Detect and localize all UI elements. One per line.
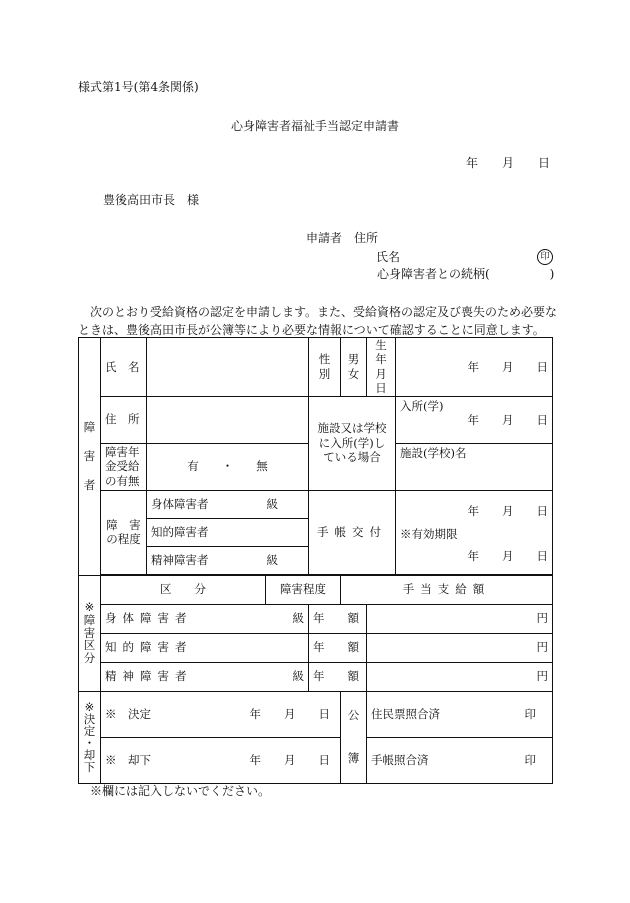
seal-mark: 印	[537, 249, 553, 265]
birthdate-label: 生年 月日	[367, 338, 396, 397]
category-intellectual-row[interactable]: 知的障害者	[101, 633, 309, 662]
amount-physical[interactable]: 円	[367, 604, 553, 633]
facility-label: 施設又は学校 に入所(学)し ている場合	[309, 396, 396, 490]
gender-options[interactable]: 男 女	[341, 338, 367, 397]
resident-check-field[interactable]: 住民票照合済 印	[367, 691, 553, 737]
decision-field[interactable]: ※ 決定 年 月 日	[101, 691, 341, 737]
category-header: 区 分	[101, 575, 266, 604]
registry-label: 公 簿	[341, 691, 367, 783]
name-label: 氏 名	[101, 338, 147, 397]
intro-line-2: ときは、豊後高田市長が公簿等により必要な情報について確認することに同意します。	[78, 323, 545, 337]
form-number: 様式第1号(第4条関係)	[78, 80, 199, 94]
handbook-check-field[interactable]: 手帳照合済 印	[367, 737, 553, 783]
footnote: ※欄には記入しないでください。	[90, 784, 271, 798]
category-mental-row[interactable]: 精神障害者 級	[101, 662, 309, 691]
intro-line-1: 次のとおり受給資格の認定を申請します。また、受給資格の認定及び喪失のため必要な	[90, 305, 558, 319]
physical-grade-field[interactable]: 身体障害者 級	[147, 490, 309, 518]
application-date: 年 月 日	[465, 156, 550, 170]
address-field[interactable]	[147, 396, 309, 443]
annual-amount-label: 年 額	[309, 604, 367, 633]
intellectual-field[interactable]: 知的障害者	[147, 518, 309, 546]
admission-date-field[interactable]: 入所(学) 年 月 日	[396, 396, 553, 443]
birthdate-field[interactable]: 年 月 日	[396, 338, 553, 397]
section-decision-label: ※ 決 定 ・ 却 下	[79, 691, 101, 783]
handbook-label: 手帳交付	[309, 490, 396, 574]
addressee: 豊後高田市長 様	[103, 193, 200, 207]
applicant-name-label: 氏名	[376, 250, 401, 264]
form-title: 心身障害者福祉手当認定申請書	[230, 119, 399, 133]
address-label: 住 所	[101, 396, 147, 443]
pension-options[interactable]: 有 ・ 無	[147, 443, 309, 490]
amount-header: 手当支給額	[341, 575, 553, 604]
gender-label: 性 別	[309, 338, 341, 397]
applicant-address-label: 申請者 住所	[306, 231, 379, 245]
degree-header: 障害程度	[266, 575, 341, 604]
category-physical-row[interactable]: 身体障害者 級	[101, 604, 309, 633]
application-form-table	[78, 337, 553, 784]
name-field[interactable]	[147, 338, 309, 397]
rejection-field[interactable]: ※ 却下 年 月 日	[101, 737, 341, 783]
section-disabled-person-label: 障 害 者	[79, 338, 101, 576]
facility-name-field[interactable]: 施設(学校)名	[396, 443, 553, 490]
amount-intellectual[interactable]: 円	[367, 633, 553, 662]
handbook-date-field[interactable]: 年 月 日 ※有効期限 年 月 日	[396, 490, 553, 574]
section-disability-category-label: ※ 障 害 区 分	[79, 575, 101, 691]
relation-label: 心身障害者との続柄( )	[377, 267, 555, 281]
annual-amount-label: 年 額	[309, 662, 367, 691]
mental-grade-field[interactable]: 精神障害者 級	[147, 546, 309, 574]
pension-label: 障害年 金受給 の有無	[101, 443, 147, 490]
annual-amount-label: 年 額	[309, 633, 367, 662]
amount-mental[interactable]: 円	[367, 662, 553, 691]
disability-degree-label: 障 害 の程度	[101, 490, 147, 574]
